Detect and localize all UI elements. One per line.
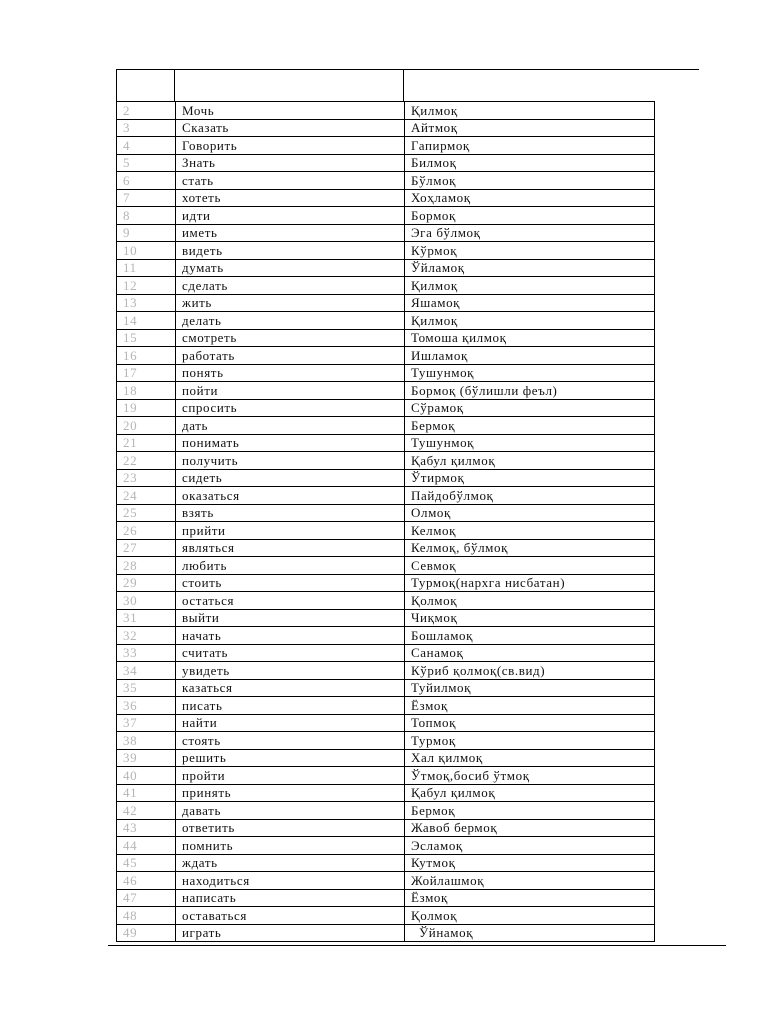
row-number: 25 — [117, 504, 176, 522]
uzbek-translation: Қолмоқ — [405, 592, 655, 610]
table-row — [117, 487, 655, 505]
table-row — [117, 224, 655, 242]
header-divider — [116, 69, 117, 102]
russian-word: Мочь — [176, 102, 405, 120]
row-number: 16 — [117, 347, 176, 365]
table-row — [117, 767, 655, 785]
russian-word: являться — [176, 539, 405, 557]
russian-word: видеть — [176, 242, 405, 260]
russian-word: ответить — [176, 819, 405, 837]
row-number: 30 — [117, 592, 176, 610]
uzbek-translation: Сўрамоқ — [405, 399, 655, 417]
row-number: 3 — [117, 119, 176, 137]
table-row — [117, 277, 655, 295]
uzbek-translation: Ўтмоқ,босиб ўтмоқ — [405, 767, 655, 785]
russian-word: начать — [176, 627, 405, 645]
bottom-rule — [108, 945, 726, 946]
uzbek-translation: Бермоқ — [405, 417, 655, 435]
row-number: 20 — [117, 417, 176, 435]
row-number: 36 — [117, 697, 176, 715]
row-number: 13 — [117, 294, 176, 312]
row-number: 18 — [117, 382, 176, 400]
uzbek-translation: Айтмоқ — [405, 119, 655, 137]
table-row — [117, 504, 655, 522]
uzbek-translation: Севмоқ — [405, 557, 655, 575]
table-row — [117, 872, 655, 890]
russian-word: любить — [176, 557, 405, 575]
russian-word: пойти — [176, 382, 405, 400]
row-number: 29 — [117, 574, 176, 592]
uzbek-translation: Бошламоқ — [405, 627, 655, 645]
russian-word: ждать — [176, 854, 405, 872]
row-number: 35 — [117, 679, 176, 697]
russian-word: стоить — [176, 574, 405, 592]
row-number: 19 — [117, 399, 176, 417]
row-number: 6 — [117, 172, 176, 190]
russian-word: принять — [176, 784, 405, 802]
table-row — [117, 259, 655, 277]
row-number: 4 — [117, 137, 176, 155]
table-row — [117, 557, 655, 575]
uzbek-translation: Қилмоқ — [405, 277, 655, 295]
header-divider — [174, 69, 175, 102]
russian-word: находиться — [176, 872, 405, 890]
uzbek-translation: Гапирмоқ — [405, 137, 655, 155]
russian-word: Знать — [176, 154, 405, 172]
uzbek-translation: Бормоқ (бўлишли феъл) — [405, 382, 655, 400]
uzbek-translation: Турмоқ(нархга нисбатан) — [405, 574, 655, 592]
row-number: 48 — [117, 907, 176, 925]
table-row — [117, 294, 655, 312]
row-number: 37 — [117, 714, 176, 732]
russian-word: жить — [176, 294, 405, 312]
russian-word: понимать — [176, 434, 405, 452]
table-row — [117, 644, 655, 662]
table-row — [117, 662, 655, 680]
row-number: 40 — [117, 767, 176, 785]
uzbek-translation: Бормоқ — [405, 207, 655, 225]
uzbek-translation: Бўлмоқ — [405, 172, 655, 190]
row-number: 10 — [117, 242, 176, 260]
table-row — [117, 119, 655, 137]
uzbek-translation: Жавоб бермоқ — [405, 819, 655, 837]
russian-word: спросить — [176, 399, 405, 417]
russian-word: Сказать — [176, 119, 405, 137]
table-row — [117, 137, 655, 155]
table-row — [117, 522, 655, 540]
russian-word: идти — [176, 207, 405, 225]
row-number: 23 — [117, 469, 176, 487]
uzbek-translation: Ўйламоқ — [405, 259, 655, 277]
table-row — [117, 207, 655, 225]
row-number: 45 — [117, 854, 176, 872]
table-header-row — [116, 69, 654, 102]
russian-word: хотеть — [176, 189, 405, 207]
table-row — [117, 452, 655, 470]
uzbek-translation: Чиқмоқ — [405, 609, 655, 627]
russian-word: смотреть — [176, 329, 405, 347]
uzbek-translation: Қилмоқ — [405, 312, 655, 330]
uzbek-translation: Ўтирмоқ — [405, 469, 655, 487]
uzbek-translation: Кутмоқ — [405, 854, 655, 872]
header-divider — [403, 69, 404, 102]
russian-word: думать — [176, 259, 405, 277]
table-row — [117, 609, 655, 627]
table-row — [117, 399, 655, 417]
uzbek-translation: Келмоқ — [405, 522, 655, 540]
table-row — [117, 172, 655, 190]
row-number: 31 — [117, 609, 176, 627]
uzbek-translation: Хал қилмоқ — [405, 749, 655, 767]
table-row — [117, 907, 655, 925]
russian-word: иметь — [176, 224, 405, 242]
table-row — [117, 679, 655, 697]
uzbek-translation: Қилмоқ — [405, 102, 655, 120]
row-number: 24 — [117, 487, 176, 505]
russian-word: взять — [176, 504, 405, 522]
uzbek-translation: Ёзмоқ — [405, 889, 655, 907]
uzbek-translation: Билмоқ — [405, 154, 655, 172]
uzbek-translation: Ёзмоқ — [405, 697, 655, 715]
row-number: 2 — [117, 102, 176, 120]
row-number: 32 — [117, 627, 176, 645]
uzbek-translation: Қолмоқ — [405, 907, 655, 925]
table-row — [117, 697, 655, 715]
russian-word: помнить — [176, 837, 405, 855]
row-number: 17 — [117, 364, 176, 382]
table-row — [117, 592, 655, 610]
russian-word: оказаться — [176, 487, 405, 505]
uzbek-translation: Қабул қилмоқ — [405, 452, 655, 470]
russian-word: пройти — [176, 767, 405, 785]
table-row — [117, 802, 655, 820]
uzbek-translation: Эсламоқ — [405, 837, 655, 855]
row-number: 15 — [117, 329, 176, 347]
russian-word: стать — [176, 172, 405, 190]
row-number: 33 — [117, 644, 176, 662]
uzbek-translation: Бермоқ — [405, 802, 655, 820]
russian-word: работать — [176, 347, 405, 365]
row-number: 22 — [117, 452, 176, 470]
uzbek-translation: Ишламоқ — [405, 347, 655, 365]
table-row — [117, 924, 655, 942]
uzbek-translation: Кўрмоқ — [405, 242, 655, 260]
row-number: 42 — [117, 802, 176, 820]
uzbek-translation: Топмоқ — [405, 714, 655, 732]
uzbek-translation: Тушунмоқ — [405, 364, 655, 382]
table-row — [117, 539, 655, 557]
table-row — [117, 347, 655, 365]
russian-word: считать — [176, 644, 405, 662]
row-number: 11 — [117, 259, 176, 277]
russian-word: понять — [176, 364, 405, 382]
uzbek-translation: Турмоқ — [405, 732, 655, 750]
vocabulary-table — [116, 101, 655, 942]
uzbek-translation: Туйилмоқ — [405, 679, 655, 697]
table-row — [117, 102, 655, 120]
russian-word: написать — [176, 889, 405, 907]
russian-word: найти — [176, 714, 405, 732]
uzbek-translation: Пайдобўлмоқ — [405, 487, 655, 505]
uzbek-translation: Санамоқ — [405, 644, 655, 662]
table-row — [117, 574, 655, 592]
uzbek-translation: Эга бўлмоқ — [405, 224, 655, 242]
table-row — [117, 732, 655, 750]
row-number: 5 — [117, 154, 176, 172]
uzbek-translation: Кўриб қолмоқ(св.вид) — [405, 662, 655, 680]
uzbek-translation: Олмоқ — [405, 504, 655, 522]
row-number: 9 — [117, 224, 176, 242]
row-number: 49 — [117, 924, 176, 942]
vocabulary-table-body — [117, 102, 655, 942]
table-row — [117, 434, 655, 452]
row-number: 26 — [117, 522, 176, 540]
russian-word: играть — [176, 924, 405, 942]
uzbek-translation: Келмоқ, бўлмоқ — [405, 539, 655, 557]
row-number: 12 — [117, 277, 176, 295]
row-number: 47 — [117, 889, 176, 907]
table-row — [117, 382, 655, 400]
table-row — [117, 837, 655, 855]
table-row — [117, 784, 655, 802]
table-row — [117, 889, 655, 907]
russian-word: казаться — [176, 679, 405, 697]
uzbek-translation: Тушунмоқ — [405, 434, 655, 452]
row-number: 8 — [117, 207, 176, 225]
table-row — [117, 854, 655, 872]
table-row — [117, 154, 655, 172]
russian-word: оставаться — [176, 907, 405, 925]
uzbek-translation: Хоҳламоқ — [405, 189, 655, 207]
row-number: 39 — [117, 749, 176, 767]
table-row — [117, 714, 655, 732]
russian-word: остаться — [176, 592, 405, 610]
table-row — [117, 364, 655, 382]
russian-word: прийти — [176, 522, 405, 540]
russian-word: писать — [176, 697, 405, 715]
russian-word: выйти — [176, 609, 405, 627]
uzbek-translation: Қабул қилмоқ — [405, 784, 655, 802]
row-number: 7 — [117, 189, 176, 207]
russian-word: решить — [176, 749, 405, 767]
russian-word: получить — [176, 452, 405, 470]
row-number: 14 — [117, 312, 176, 330]
russian-word: дать — [176, 417, 405, 435]
table-row — [117, 312, 655, 330]
uzbek-translation: Томоша қилмоқ — [405, 329, 655, 347]
russian-word: сделать — [176, 277, 405, 295]
table-row — [117, 749, 655, 767]
row-number: 44 — [117, 837, 176, 855]
uzbek-translation: Жойлашмоқ — [405, 872, 655, 890]
row-number: 46 — [117, 872, 176, 890]
row-number: 38 — [117, 732, 176, 750]
table-row — [117, 819, 655, 837]
row-number: 28 — [117, 557, 176, 575]
uzbek-translation: Ўйнамоқ — [405, 924, 655, 942]
table-row — [117, 329, 655, 347]
russian-word: давать — [176, 802, 405, 820]
table-row — [117, 189, 655, 207]
row-number: 43 — [117, 819, 176, 837]
row-number: 34 — [117, 662, 176, 680]
table-row — [117, 242, 655, 260]
table-row — [117, 627, 655, 645]
row-number: 27 — [117, 539, 176, 557]
russian-word: стоять — [176, 732, 405, 750]
russian-word: сидеть — [176, 469, 405, 487]
table-row — [117, 469, 655, 487]
uzbek-translation: Яшамоқ — [405, 294, 655, 312]
row-number: 41 — [117, 784, 176, 802]
russian-word: делать — [176, 312, 405, 330]
table-row — [117, 417, 655, 435]
row-number: 21 — [117, 434, 176, 452]
russian-word: увидеть — [176, 662, 405, 680]
russian-word: Говорить — [176, 137, 405, 155]
